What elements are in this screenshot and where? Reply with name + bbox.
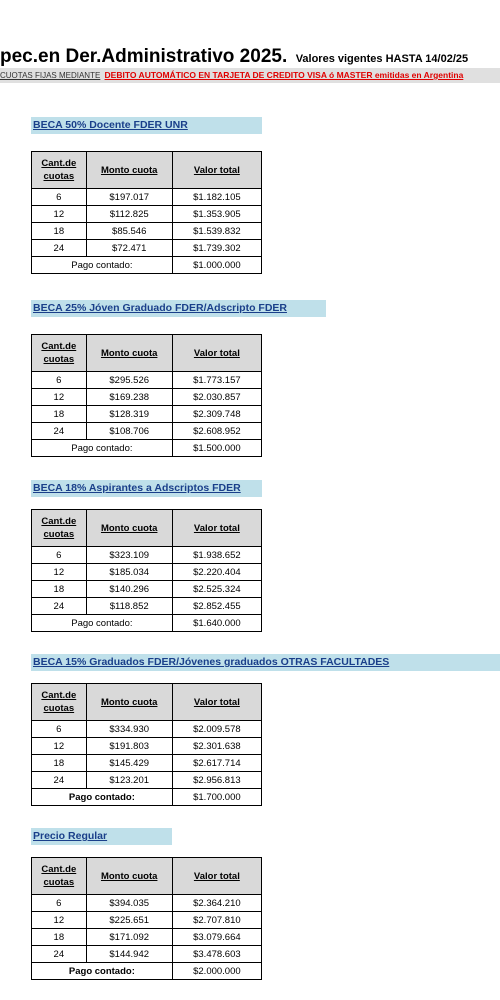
header-total: Valor total (172, 335, 261, 372)
price-table-precio-regular (31, 857, 262, 980)
header-total: Valor total (172, 858, 261, 895)
header-cuotas: Cant.de cuotas (32, 152, 87, 189)
document-title: pec.en Der.Administrativo 2025. (0, 46, 288, 67)
contado-row: Pago contado: $1.640.000 (32, 615, 262, 632)
header-monto: Monto cuota (86, 684, 172, 721)
payment-note-red: DEBITO AUTOMÁTICO EN TARJETA DE CREDITO VISA ó MASTER emitidas en Argentina (104, 70, 464, 80)
payment-note-bar (0, 68, 500, 83)
section-title-precio-regular: Precio Regular (31, 828, 172, 845)
table-row: 18 $128.319 $2.309.748 (32, 406, 262, 423)
header-cuotas: Cant.de cuotas (32, 510, 87, 547)
header-total: Valor total (172, 684, 261, 721)
header-cuotas: Cant.de cuotas (32, 684, 87, 721)
table-header-row (32, 335, 262, 372)
section-title-beca-25: BECA 25% Jóven Graduado FDER/Adscripto FDER (31, 300, 326, 317)
table-row: 6 $295.526 $1.773.157 (32, 372, 262, 389)
header-monto: Monto cuota (86, 858, 172, 895)
table-row: 24 $118.852 $2.852.455 (32, 598, 262, 615)
price-table-beca-15 (31, 683, 262, 806)
table-row: 18 $171.092 $3.079.664 (32, 929, 262, 946)
header-cuotas: Cant.de cuotas (32, 858, 87, 895)
table-row: 12 $112.825 $1.353.905 (32, 206, 262, 223)
section-title-beca-50: BECA 50% Docente FDER UNR (31, 117, 262, 134)
table-header-row (32, 510, 262, 547)
contado-row: Pago contado: $1.700.000 (32, 789, 262, 806)
section-title-beca-15: BECA 15% Graduados FDER/Jóvenes graduados OTRAS FACULTADES (31, 654, 500, 671)
contado-row: Pago contado: $1.000.000 (32, 257, 262, 274)
table-row: 12 $191.803 $2.301.638 (32, 738, 262, 755)
table-header-row (32, 152, 262, 189)
price-table-beca-50 (31, 151, 262, 274)
header-monto: Monto cuota (86, 335, 172, 372)
table-row: 6 $323.109 $1.938.652 (32, 547, 262, 564)
price-table-beca-25 (31, 334, 262, 457)
table-row: 24 $108.706 $2.608.952 (32, 423, 262, 440)
header-total: Valor total (172, 510, 261, 547)
header-cuotas: Cant.de cuotas (32, 335, 87, 372)
payment-note-plain: CUOTAS FIJAS MEDIANTE (0, 71, 101, 80)
table-row: 18 $140.296 $2.525.324 (32, 581, 262, 598)
table-header-row (32, 858, 262, 895)
table-row: 6 $197.017 $1.182.105 (32, 189, 262, 206)
header-monto: Monto cuota (86, 510, 172, 547)
contado-row: Pago contado: $2.000.000 (32, 963, 262, 980)
header-monto: Monto cuota (86, 152, 172, 189)
validity-note: Valores vigentes HASTA 14/02/25 (295, 53, 469, 65)
table-header-row (32, 684, 262, 721)
price-table-beca-18 (31, 509, 262, 632)
table-row: 24 $144.942 $3.478.603 (32, 946, 262, 963)
header-total: Valor total (172, 152, 261, 189)
table-row: 12 $225.651 $2.707.810 (32, 912, 262, 929)
contado-row: Pago contado: $1.500.000 (32, 440, 262, 457)
table-row: 6 $394.035 $2.364.210 (32, 895, 262, 912)
table-row: 6 $334.930 $2.009.578 (32, 721, 262, 738)
table-row: 12 $169.238 $2.030.857 (32, 389, 262, 406)
table-row: 24 $72.471 $1.739.302 (32, 240, 262, 257)
document-title-row (0, 46, 468, 68)
table-row: 24 $123.201 $2.956.813 (32, 772, 262, 789)
table-row: 18 $145.429 $2.617.714 (32, 755, 262, 772)
table-row: 18 $85.546 $1.539.832 (32, 223, 262, 240)
section-title-beca-18: BECA 18% Aspirantes a Adscriptos FDER (31, 480, 262, 497)
table-row: 12 $185.034 $2.220.404 (32, 564, 262, 581)
